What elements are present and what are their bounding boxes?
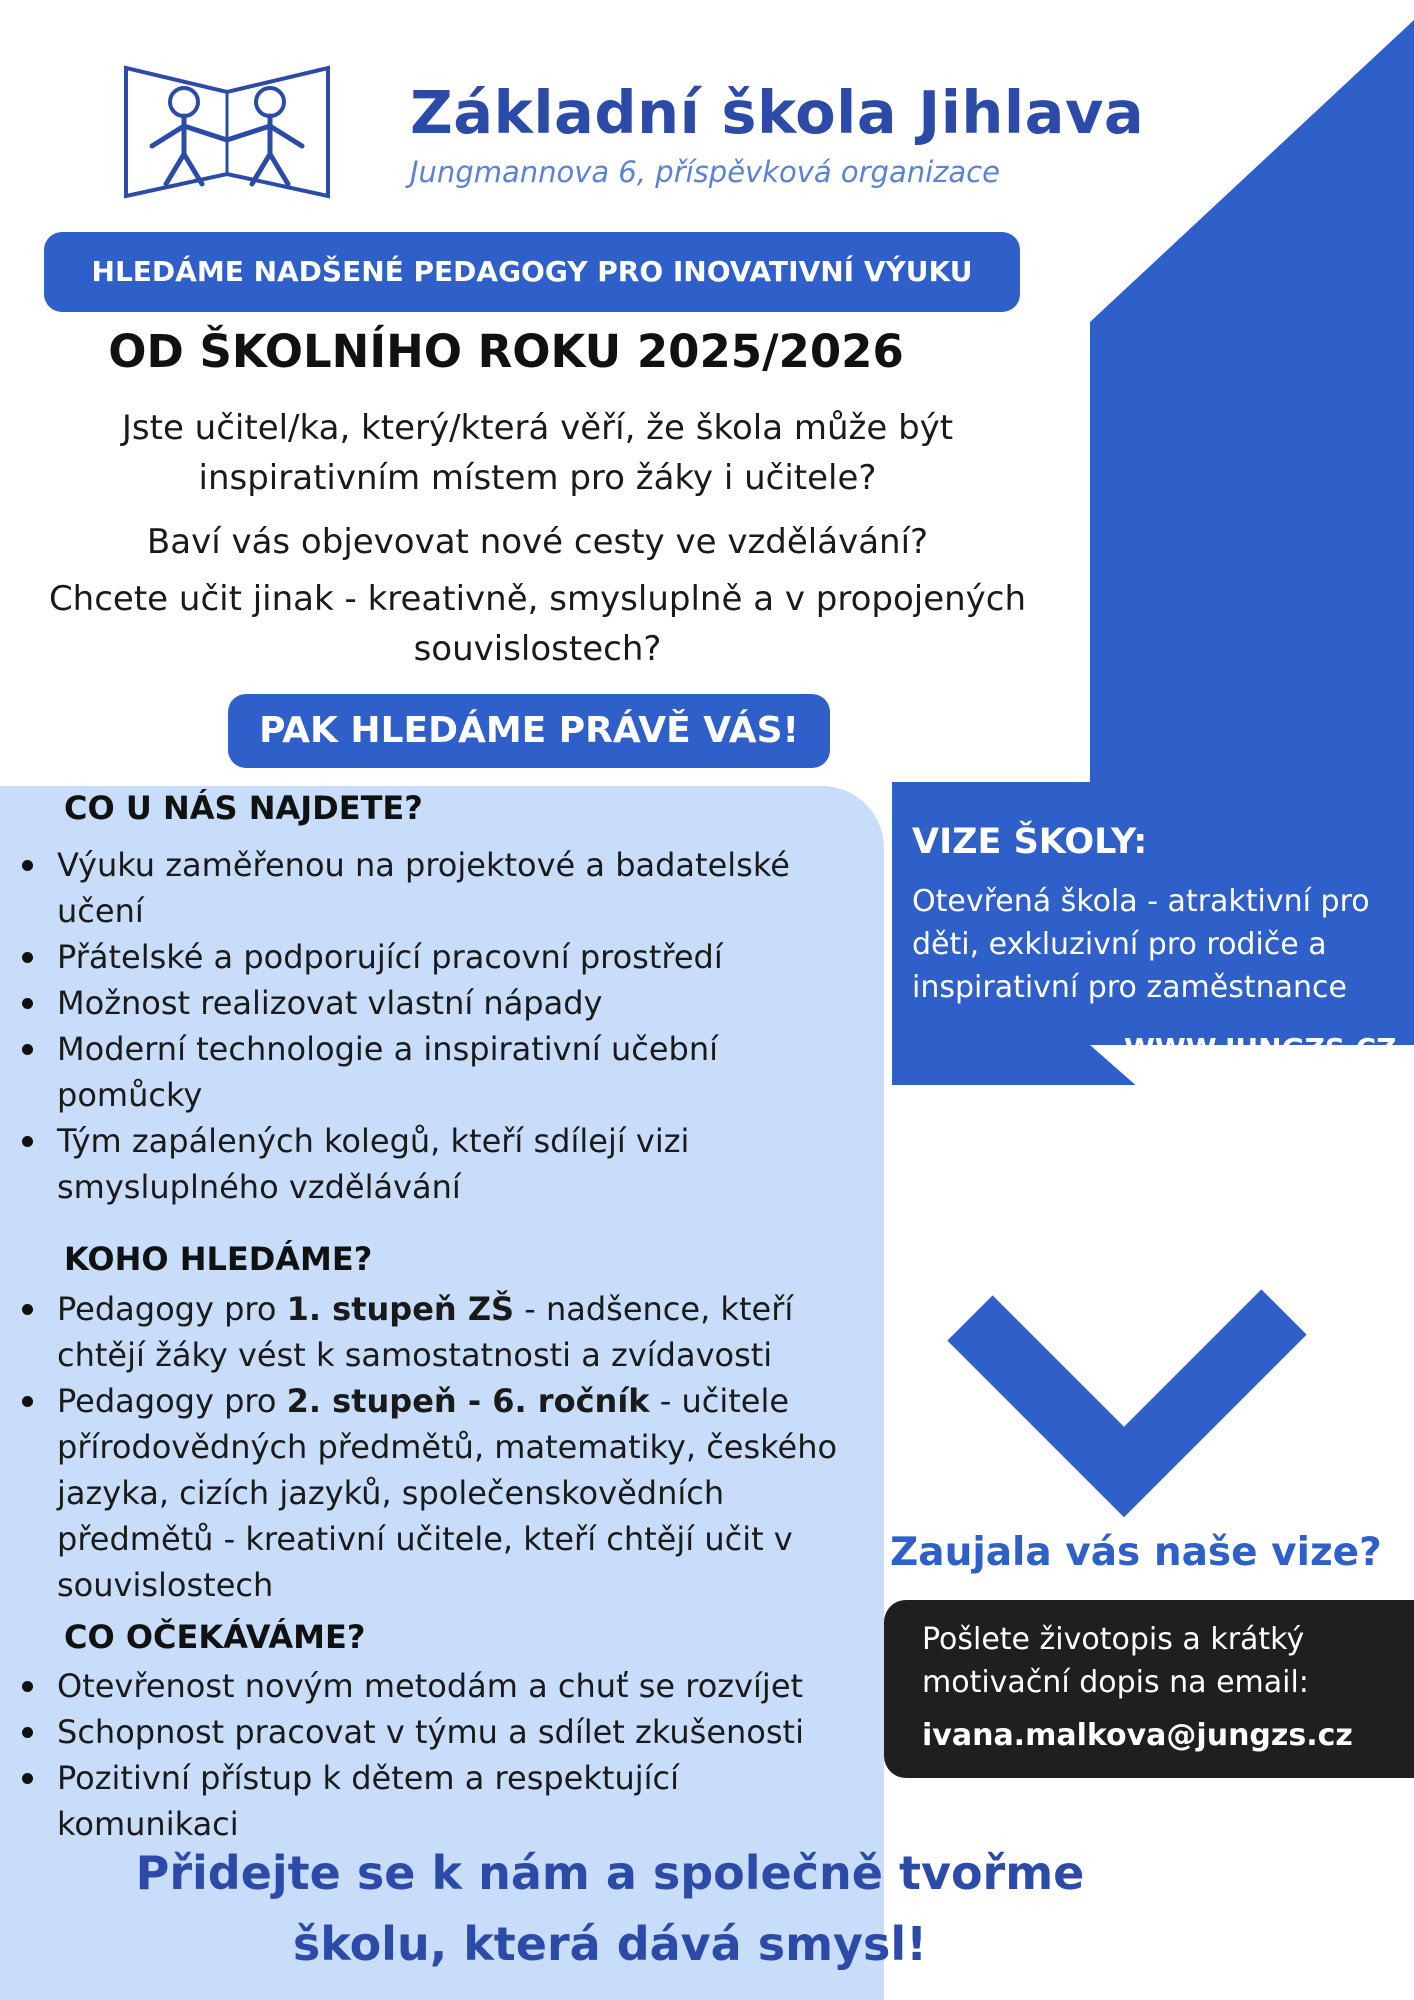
seek-item-prefix: Pedagogy pro xyxy=(57,1290,287,1328)
closing-line2: školu, která dává smysl! xyxy=(292,1917,928,1971)
list-item: Pozitivní přístup k dětem a respektující komunikaci xyxy=(0,1755,840,1847)
list-item: Přátelské a podporující pracovní prostředí xyxy=(0,934,840,980)
intro-q1-line1: Jste učitel/ka, který/která věří, že škola může být xyxy=(121,408,954,448)
vision-title: VIZE ŠKOLY: xyxy=(912,822,1148,862)
white-diagonal-cut xyxy=(1090,1045,1414,1330)
contact-question: Zaujala vás naše vize? xyxy=(890,1530,1382,1575)
contact-email[interactable]: ivana.malkova@jungzs.cz xyxy=(922,1718,1353,1753)
expectations-list xyxy=(0,1663,840,1847)
seek-item-bold: 2. stupeň - 6. ročník xyxy=(286,1382,650,1420)
website-link[interactable]: WWW.JUNGZS.CZ xyxy=(1124,1032,1397,1065)
intro-question-2: Baví vás objevovat nové cesty ve vzdělávání? xyxy=(146,522,929,562)
list-item xyxy=(0,1378,880,1608)
seek-item-suffix: - učitele přírodovědných předmětů, matematiky, českého jazyka, cizích jazyků, společenskovědních předmětů - kreativní učitele, kteří chtějí učit v souvislostech xyxy=(57,1382,838,1604)
list-item: Možnost realizovat vlastní nápady xyxy=(0,980,840,1026)
intro-q3-line2: souvislostech? xyxy=(413,629,662,669)
list-item xyxy=(0,1286,880,1378)
vision-text: Otevřená škola - atraktivní pro děti, exkluzivní pro rodiče a inspirativní pro zaměstnance xyxy=(912,884,1370,1005)
list-item: Výuku zaměřenou na projektové a badatelské učení xyxy=(0,842,840,934)
seek-item-prefix: Pedagogy pro xyxy=(57,1382,287,1420)
seek-item-bold: 1. stupeň ZŠ xyxy=(286,1290,515,1328)
intro-question-3 xyxy=(0,574,1075,674)
closing-slogan xyxy=(110,1838,1110,1980)
seek-item-suffix: - nadšence, kteří chtějí žáky vést k samostatnosti a zvídavosti xyxy=(57,1290,794,1374)
offer-section-title: CO U NÁS NAJDETE? xyxy=(64,789,423,827)
chevron-down-icon xyxy=(970,1312,1284,1472)
contact-text: Pošlete životopis a krátký motivační dopis na email: xyxy=(922,1622,1309,1700)
list-item: Tým zapálených kolegů, kteří sdílejí vizi smysluplného vzdělávání xyxy=(0,1118,840,1210)
school-children-logo-icon xyxy=(122,62,332,202)
school-name: Základní škola Jihlava xyxy=(410,78,1145,147)
offer-list xyxy=(0,842,840,1210)
school-year-heading: OD ŠKOLNÍHO ROKU 2025/2026 xyxy=(108,325,904,378)
intro-q1-line2: inspirativním místem pro žáky i učitele? xyxy=(198,458,877,498)
list-item: Schopnost pracovat v týmu a sdílet zkušenosti xyxy=(0,1709,840,1755)
list-item: Moderní technologie a inspirativní učební pomůcky xyxy=(0,1026,840,1118)
intro-q3-line1: Chcete učit jinak - kreativně, smysluplně a v propojených xyxy=(48,579,1027,619)
intro-question-1 xyxy=(0,403,1075,503)
school-subtitle: Jungmannova 6, příspěvková organizace xyxy=(410,155,1000,189)
recruitment-banner: HLEDÁME NADŠENÉ PEDAGOGY PRO INOVATIVNÍ VÝUKU xyxy=(44,232,1020,312)
seek-section-title: KOHO HLEDÁME? xyxy=(64,1240,373,1278)
closing-line1: Přidejte se k nám a společně tvořme xyxy=(135,1846,1085,1900)
seek-list xyxy=(0,1286,880,1608)
list-item: Otevřenost novým metodám a chuť se rozvíjet xyxy=(0,1663,840,1709)
expectations-section-title: CO OČEKÁVÁME? xyxy=(64,1618,366,1656)
cta-banner: PAK HLEDÁME PRÁVĚ VÁS! xyxy=(228,694,830,768)
